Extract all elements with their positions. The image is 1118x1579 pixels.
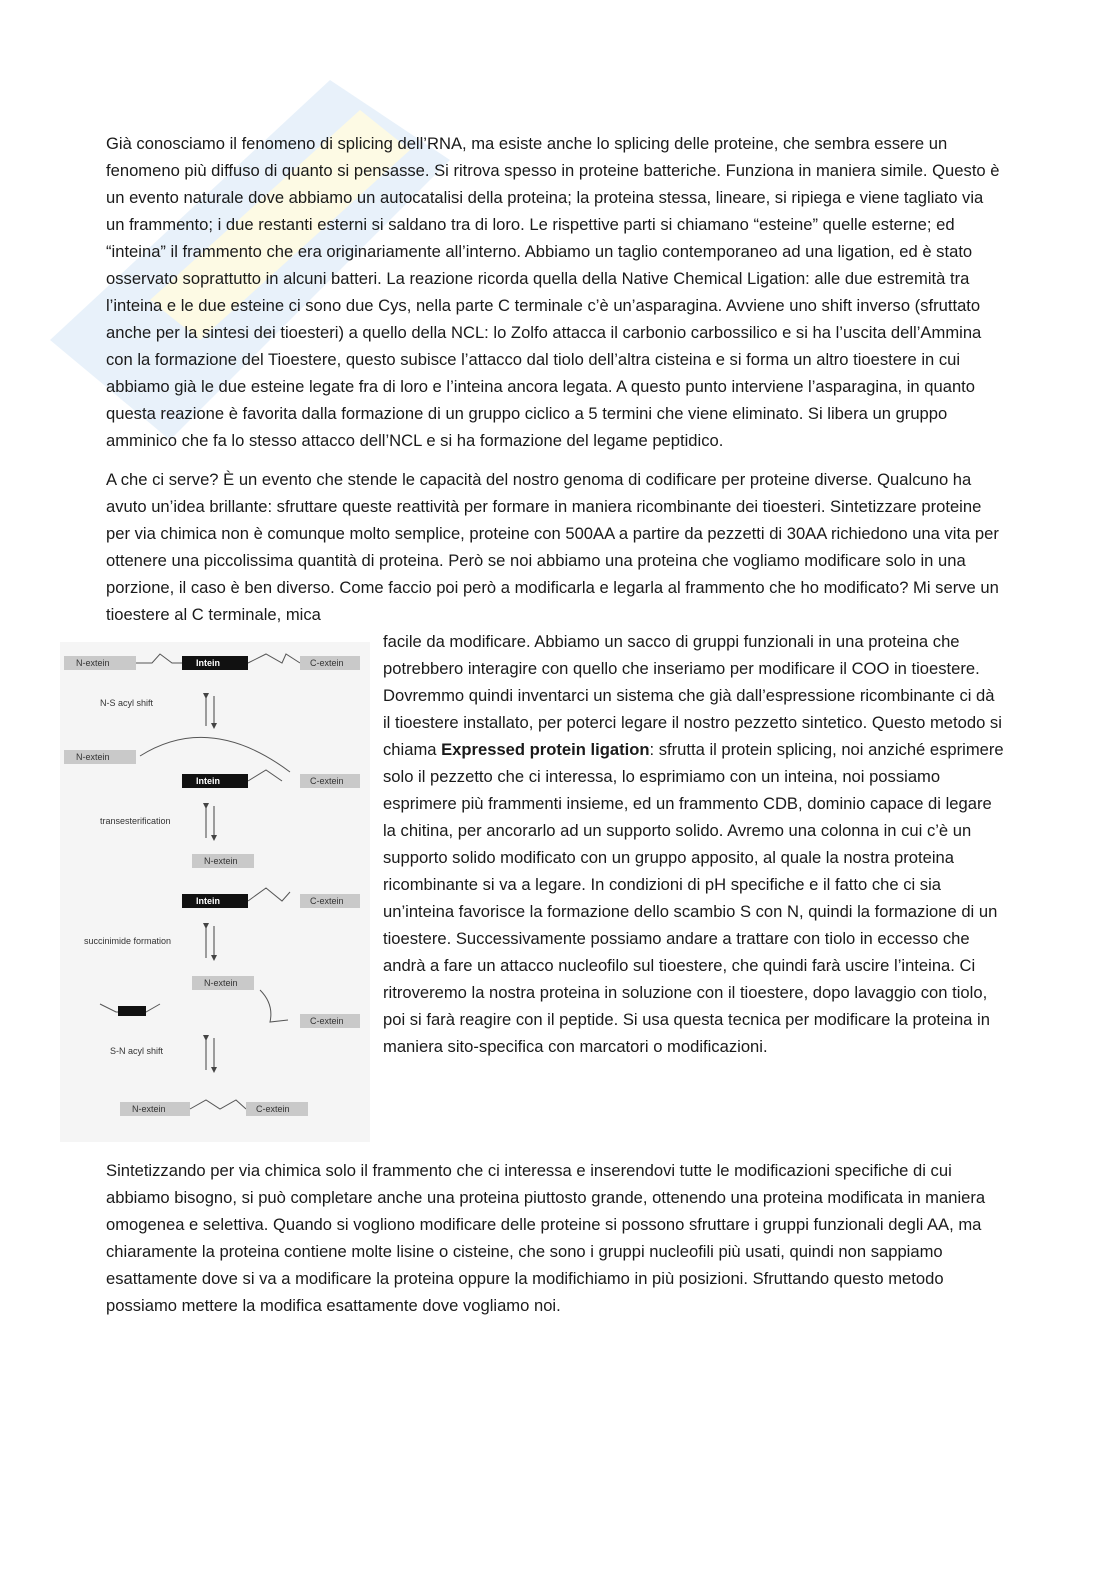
method-name-bold: Expressed protein ligation bbox=[441, 740, 650, 759]
body-text-part: facile da modificare. Abbiamo un sacco di gruppi funzionali in una proteina che potrebbero interagire con quello che inseriamo per modificare il COO in tioestere. Dovremmo quindi inventarci un sistema che già dall’espressione ricombinante ci dà il tioestere installato, per poterci legare il nostro pezzetto sintetico. Questo metodo si chiama bbox=[383, 632, 1002, 759]
c-extein-label: C-extein bbox=[310, 658, 344, 668]
body-text-part: : sfrutta il protein splicing, noi anziché esprimere solo il pezzetto che ci interessa, lo esprimiamo con un inteina, noi possiamo esprimere più frammenti insieme, ed un frammento CDB, dominio capace di legare la chitina, per ancorarlo ad un supporto solido. Avremo una colonna in cui c’è un supporto solido modificato con un gruppo apposito, al quale la nostra proteina ricombinante si va a legare. In condizioni di pH specifiche e il fatto che ci sia un’inteina favorisce la formazione dello scambio S con N, quindi la formazione di un tioestere. Successivamente possiamo andare a trattare con tiolo in eccesso che andrà a fare un attacco nucleofilo sul tioestere, che quindi farà uscire l’inteina. Ci ritroveremo la nostra proteina in soluzione con il tioestere, dopo lavaggio con tiolo, poi si farà reagire con il peptide. Si usa questa tecnica per modificare la proteina in maniera sito-specifica con marcatori o modificazioni. bbox=[383, 740, 1004, 1056]
bond-line bbox=[190, 1100, 246, 1109]
paragraph-protein-splicing: Già conosciamo il fenomeno di splicing dell’RNA, ma esiste anche lo splicing delle proteine, che sembra essere un fenomeno più diffuso di quanto si pensasse. Si ritrova spesso in proteine batteriche. Funziona in maniera simile. Questo è un evento naturale dove abbiamo un autocatalisi della proteina; la proteina stessa, lineare, si ripiega e viene tagliato via un frammento; i due restanti esterni si saldano tra di loro. Le rispettive parti si chiamano “esteine” quelle esterne; ed “inteina” il frammento che era originariamente all’interno. Abbiamo un taglio contemporaneo ad una ligation, ed è stato osservato soprattutto in alcuni batteri. La reazione ricorda quella della Native Chemical Ligation: alle due estremità tra l’inteina e le due esteine ci sono due Cys, nella parte C terminale c’è un’asparagina. Avviene uno shift inverso (sfruttato anche per la sintesi dei tioesteri) a quello della NCL: lo Zolfo attacca il carbonio carbossilico e si ha l’uscita dell’Ammina con la formazione del Tioestere, questo subisce l’attacco dal tiolo dell’altra cisteina e si forma un altro tioestere in cui abbiamo già le due esteine legate fra di loro e l’inteina ancora legata. A questo punto interviene l’asparagina, in quanto questa reazione è favorita dalla formazione di un gruppo ciclico a 5 termini che viene eliminato. Si libera un gruppo amminico che fa lo stesso attacco dell’NCL e si ha formazione del legame peptidico. bbox=[106, 134, 1000, 450]
c-extein-label: C-extein bbox=[310, 776, 344, 786]
step-label: N-S acyl shift bbox=[100, 698, 154, 708]
bond-line bbox=[136, 654, 182, 663]
step-label: succinimide formation bbox=[84, 936, 172, 946]
intein-label: Intein bbox=[196, 658, 220, 668]
intein-fragment-box bbox=[118, 1006, 146, 1016]
bond-line bbox=[248, 770, 282, 781]
c-extein-label: C-extein bbox=[256, 1104, 290, 1114]
mechanism-diagram bbox=[60, 642, 370, 1142]
step-label: transesterification bbox=[100, 816, 171, 826]
c-extein-label: C-extein bbox=[310, 896, 344, 906]
n-extein-label: N-extein bbox=[204, 856, 238, 866]
bond-line bbox=[248, 654, 300, 663]
bond-line bbox=[248, 888, 290, 901]
intein-label: Intein bbox=[196, 776, 220, 786]
n-extein-label: N-extein bbox=[76, 752, 110, 762]
paragraph-expressed-ligation-body bbox=[383, 628, 1006, 1060]
step-label: S-N acyl shift bbox=[110, 1046, 164, 1056]
document-page bbox=[76, 130, 1006, 1319]
figure-text-block bbox=[76, 628, 1006, 1146]
c-extein-label: C-extein bbox=[310, 1016, 344, 1026]
n-extein-label: N-extein bbox=[76, 658, 110, 668]
intein-label: Intein bbox=[196, 896, 220, 906]
n-extein-label: N-extein bbox=[204, 978, 238, 988]
paragraph-conclusion: Sintetizzando per via chimica solo il frammento che ci interessa e inserendovi tutte le modificazioni specifiche di cui abbiamo bisogno, si può completare anche una proteina piuttosto grande, ottenendo una proteina modificata in maniera omogenea e selettiva. Quando si vogliono modificare delle proteine si possono sfruttare i gruppi funzionali degli AA, ma chiaramente la proteina contiene molte lisine o cisteine, che sono i gruppi nucleofili più usati, quindi non sappiamo esattamente dove si va a modificare la proteina oppure la modifichiamo in più posizioni. Sfruttando questo metodo possiamo mettere la modifica esattamente dove vogliamo noi. bbox=[106, 1161, 986, 1315]
paragraph-expressed-ligation-intro: A che ci serve? È un evento che stende le capacità del nostro genoma di codificare per proteine diverse. Qualcuno ha avuto un’idea brillante: sfruttare queste reattività per formare in maniera ricombinante dei tioesteri. Sintetizzare proteine per via chimica non è comunque molto semplice, proteine con 500AA a partire da pezzetti di 30AA richiedono una vita per ottenere una piccolissima quantità di proteina. Però se noi abbiamo una proteina che vogliamo modificare solo in una porzione, il caso è ben diverso. Come faccio poi però a modificarla e legarla al frammento che ho modificato? Mi serve un tioestere al C terminale, mica bbox=[106, 470, 999, 624]
protein-splicing-mechanism-figure bbox=[60, 642, 370, 1142]
n-extein-label: N-extein bbox=[132, 1104, 166, 1114]
bond-line bbox=[140, 737, 290, 772]
bond-line bbox=[260, 990, 288, 1022]
